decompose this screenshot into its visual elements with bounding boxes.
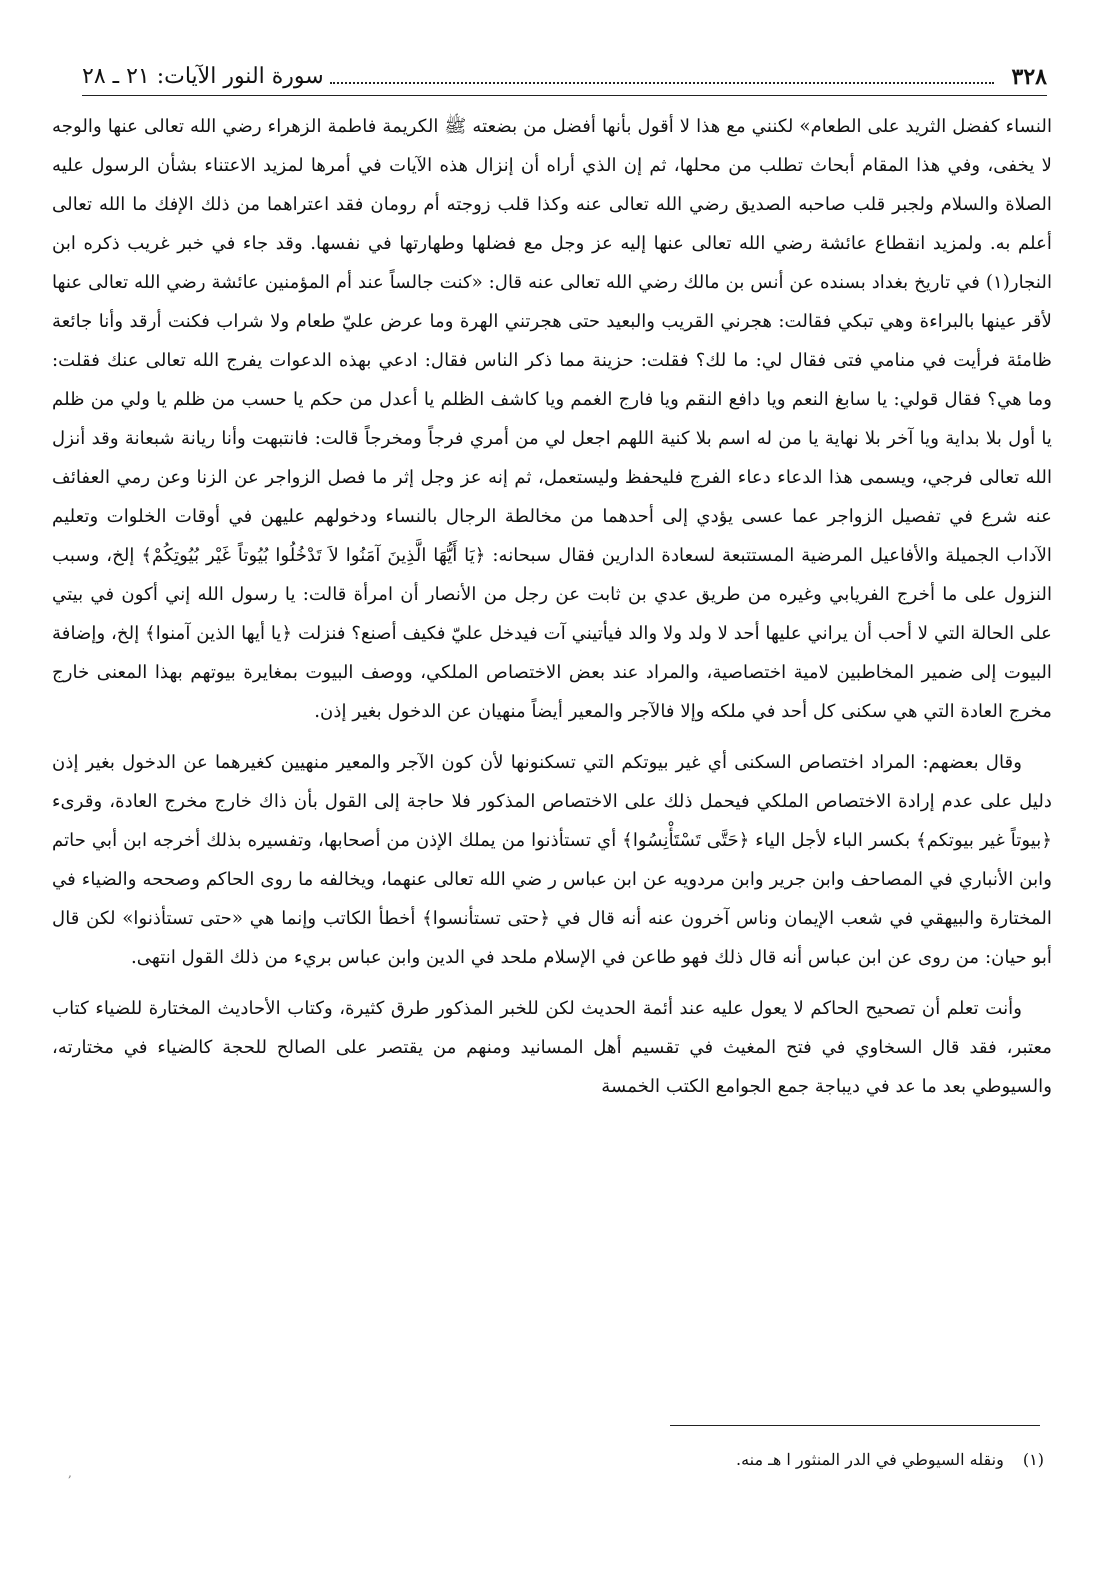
paragraph: وقال بعضهم: المراد اختصاص السكنى أي غير بيوتكم التي تسكنونها لأن كون الآجر والمعير منهيين كغيرهما عن الدخول بغير إذن دليل على عدم إرادة الاختصاص الملكي فيحمل ذلك على الاختصاص المذكور فلا حاجة إلى القول بأن ذاك خارج مخرج العادة، وقرىء ﴿بيوتاً غير بيوتكم﴾ بكسر الباء لأجل الياء ﴿حَتَّى تَسْتَأْنِسُوا﴾ أي تستأذنوا من يملك الإذن من أصحابها، وتفسيره بذلك أخرجه ابن أبي حاتم وابن الأنباري في المصاحف وابن جرير وابن مردويه عن ابن عباس ر ضي الله تعالى عنهما، ويخالفه ما روى الحاكم وصححه والضياء في المختارة والبيهقي في شعب الإيمان وناس آخرون عنه أنه قال في ﴿حتى تستأنسوا﴾ أخطأ الكاتب وإنما هي «حتى تستأذنوا» لكن قال أبو حيان: من روى عن ابن عباس أنه قال ذلك فهو طاعن في الإسلام ملحد في الدين وابن عباس بريء من ذلك القول انتهى. bbox=[52, 752, 1052, 968]
footnote bbox=[52, 1446, 1044, 1474]
footnote-number: (١) bbox=[1022, 1450, 1044, 1469]
page-number: ٣٢٨ bbox=[1011, 64, 1047, 90]
paragraph: وأنت تعلم أن تصحيح الحاكم لا يعول عليه عند أئمة الحديث لكن للخبر المذكور طرق كثيرة، وكتاب الأحاديث المختارة للضياء كتاب معتبر، فقد قال السخاوي في فتح المغيث في تقسيم أهل المسانيد ومنهم من يقتصر على الصالح للحجة كالضياء في مختارته، والسيوطي بعد ما عد في ديباجة جمع الجوامع الكتب الخمسة bbox=[52, 998, 1052, 1097]
running-header bbox=[82, 54, 1047, 92]
footnote-separator bbox=[670, 1425, 1040, 1426]
header-rule bbox=[82, 95, 1047, 96]
margin-mark: , bbox=[68, 1466, 72, 1480]
header-dot-leader bbox=[330, 82, 994, 84]
footnote-text: ونقله السيوطي في الدر المنثور ا هـ منه. bbox=[736, 1450, 1004, 1469]
paragraph: النساء كفضل الثريد على الطعام» لكنني مع هذا لا أقول بأنها أفضل من بضعته ﷺ الكريمة فاطمة الزهراء رضي الله تعالى عنها والوجه لا يخفى، وفي هذا المقام أبحاث تطلب من محلها، ثم إن الذي أراه أن إنزال هذه الآيات في أمرها لمزيد الاعتناء بشأن الرسول عليه الصلاة والسلام ولجبر قلب صاحبه الصديق رضي الله تعالى عنه وكذا قلب زوجته أم رومان فقد اعتراهما من ذلك الإفك ما الله تعالى أعلم به. ولمزيد انقطاع عائشة رضي الله تعالى عنها إليه عز وجل مع فضلها وطهارتها في نفسها. وقد جاء في خبر غريب ذكره ابن النجار(١) في تاريخ بغداد بسنده عن أنس بن مالك رضي الله تعالى عنه قال: «كنت جالساً عند أم المؤمنين عائشة رضي الله تعالى عنها لأقر عينها بالبراءة وهي تبكي فقالت: هجرني القريب والبعيد حتى هجرتني الهرة وما عرض عليّ طعام ولا شراب فكنت أرقد وأنا جائعة ظامئة فرأيت في منامي فتى فقال لي: ما لك؟ فقلت: حزينة مما ذكر الناس فقال: ادعي بهذه الدعوات يفرج الله تعالى عنك فقلت: وما هي؟ فقال قولي: يا سابغ النعم ويا دافع النقم ويا فارج الغمم ويا كاشف الظلم يا أعدل من حكم يا حسب من ظلم يا ولي من ظلم يا أول بلا بداية ويا آخر بلا نهاية يا من له اسم بلا كنية اللهم اجعل لي من أمري فرجاً ومخرجاً قالت: فانتبهت وأنا ريانة شبعانة وقد أنزل الله تعالى فرجي، ويسمى هذا الدعاء دعاء الفرج فليحفظ وليستعمل، ثم إنه عز وجل إثر ما فصل الزواجر عن الزنا وعن رمي العفائف عنه شرع في تفصيل الزواجر عما عسى يؤدي إلى أحدهما من مخالطة الرجال بالنساء ودخولهم عليهن في أوقات الخلوات وتعليم الآداب الجميلة والأفاعيل المرضية المستتبعة لسعادة الدارين فقال سبحانه: ﴿يَا أَيُّهَا الَّذِينَ آمَنُوا لاَ تَدْخُلُوا بُيُوتاً غَيْر بُيُوتِكُمْ﴾ إلخ، وسبب النزول على ما أخرج الفريابي وغيره من طريق عدي بن ثابت عن رجل من الأنصار أن امرأة قالت: يا رسول الله إني أكون في بيتي على الحالة التي لا أحب أن يراني عليها أحد لا ولد ولا والد فيأتيني آت فيدخل عليّ فكيف أصنع؟ فنزلت ﴿يا أيها الذين آمنوا﴾ إلخ، وإضافة البيوت إلى ضمير المخاطبين لامية اختصاصية، والمراد عند بعض الاختصاص الملكي، ووصف البيوت بمغايرة بيوتهم بهذا المعنى خارج مخرج العادة التي هي سكنى كل أحد في ملكه وإلا فالآجر والمعير أيضاً منهيان عن الدخول بغير إذن. bbox=[52, 116, 1052, 722]
running-title: سورة النور الآيات: ٢١ ـ ٢٨ bbox=[82, 64, 324, 89]
main-text bbox=[52, 107, 1052, 1106]
